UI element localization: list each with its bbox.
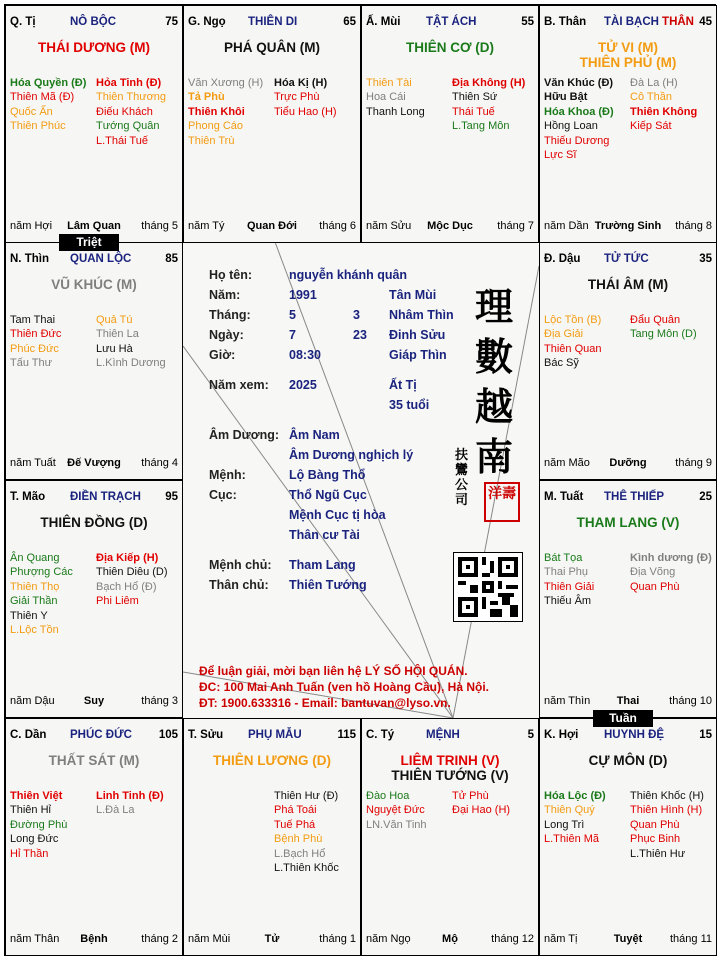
minor-star: Thiên Thọ xyxy=(10,580,60,593)
palace-month: tháng 12 xyxy=(491,933,534,945)
palace-month: tháng 11 xyxy=(669,933,712,945)
palace-footer xyxy=(544,695,712,709)
red-seal: 洋壽 xyxy=(484,482,520,522)
birth-day-solar: 7 xyxy=(289,328,296,342)
minor-star: Thiên La xyxy=(96,328,139,341)
calligraphy-char-3: 越 xyxy=(475,384,514,429)
palace-year: năm Tuất xyxy=(10,457,56,469)
palace-mao[interactable] xyxy=(5,480,183,718)
menh-chu-label: Mệnh chủ: xyxy=(209,558,272,572)
minor-star: Thiên Sứ xyxy=(452,91,498,104)
life-stage: Tuyệt xyxy=(613,933,643,945)
palace-number: 15 xyxy=(699,729,712,741)
amduong-note: Âm Dương nghịch lý xyxy=(289,448,414,462)
minor-star: Đào Hoa xyxy=(366,790,410,802)
minor-stars-right xyxy=(630,551,712,594)
palace-header xyxy=(10,253,178,267)
birth-year: 1991 xyxy=(289,288,317,302)
palace-position: C. Tý xyxy=(366,729,395,741)
palace-dau[interactable] xyxy=(539,242,717,480)
hour-label: Giờ: xyxy=(209,348,236,362)
palace-header xyxy=(10,729,178,743)
main-star: THIÊN LƯƠNG (D) xyxy=(213,753,331,768)
minor-star: Thiên Y xyxy=(10,609,48,622)
birth-year-canchi: Tân Mùi xyxy=(389,288,437,302)
birth-hour: 08:30 xyxy=(289,348,321,362)
palace-month: tháng 4 xyxy=(141,457,178,469)
palace-footer xyxy=(10,933,178,947)
palace-year: năm Hợi xyxy=(10,220,53,232)
palace-header xyxy=(366,729,534,743)
minor-stars-right xyxy=(630,76,697,134)
palace-name: THÊ THIẾP xyxy=(604,491,665,503)
minor-star: Kiếp Sát xyxy=(630,120,672,133)
minor-stars-left xyxy=(10,789,67,861)
minor-stars-left xyxy=(544,76,614,162)
minor-star: Văn Xương (H) xyxy=(188,77,264,89)
minor-star: Thiên Khốc (H) xyxy=(630,790,704,802)
minor-star: Tam Thai xyxy=(10,314,56,326)
minor-stars-left xyxy=(544,313,601,371)
minor-stars-left xyxy=(366,76,425,119)
minor-star: Long Trì xyxy=(544,818,585,831)
palace-footer xyxy=(188,220,356,234)
palace-name: QUAN LỘC xyxy=(70,253,132,265)
palace-position: Q. Tị xyxy=(10,16,36,28)
minor-star: Hồng Loan xyxy=(544,120,598,133)
minor-star: L.Thái Tuế xyxy=(96,134,148,147)
minor-star: Đường Phù xyxy=(10,818,68,831)
main-star: LIÊM TRINH (V) xyxy=(400,753,500,768)
palace-footer xyxy=(544,933,712,947)
minor-star: Hóa Quyền (Đ) xyxy=(10,77,87,89)
minor-star: Tả Phù xyxy=(188,91,225,104)
month-label: Tháng: xyxy=(209,308,251,322)
minor-star: Thiên Quan xyxy=(544,342,602,355)
palace-number: 115 xyxy=(337,729,356,741)
minor-star: L.Lộc Tồn xyxy=(10,624,59,637)
palace-footer xyxy=(366,220,534,234)
minor-star: Điếu Khách xyxy=(96,105,153,118)
contact-phone-email[interactable]: ĐT: 1900.633316 - Email: bantuvan@lyso.vn. xyxy=(199,696,451,710)
palace-header xyxy=(188,729,356,743)
calligraphy-char-4: 南 xyxy=(475,434,514,479)
birth-month-canchi: Nhâm Thìn xyxy=(389,308,454,322)
palace-dan[interactable] xyxy=(5,718,183,956)
minor-star: Thiên Việt xyxy=(10,790,63,802)
cuc-relation: Mệnh Cục tị hòa xyxy=(289,508,386,522)
palace-position: K. Hợi xyxy=(544,729,579,741)
cuc: Thổ Ngũ Cục xyxy=(289,488,367,502)
minor-star: Thiên Hư (Đ) xyxy=(274,790,339,802)
birth-hour-canchi: Giáp Thìn xyxy=(389,348,447,362)
minor-star: Giải Thần xyxy=(10,595,58,608)
minor-star: Trực Phù xyxy=(274,91,320,104)
minor-star: Văn Khúc (Đ) xyxy=(544,77,614,89)
minor-star: Địa Không (H) xyxy=(452,77,526,89)
birth-day-lunar: 23 xyxy=(353,328,367,342)
minor-star: Bạch Hổ (Đ) xyxy=(96,580,157,593)
main-star: CỰ MÔN (D) xyxy=(588,753,668,768)
life-stage: Mộc Dục xyxy=(427,220,473,232)
palace-footer xyxy=(10,457,178,471)
minor-star: Hữu Bật xyxy=(544,91,588,104)
day-label: Ngày: xyxy=(209,328,244,342)
minor-star: Lộc Tồn (B) xyxy=(544,314,602,326)
amduong-label: Âm Dương: xyxy=(209,428,280,442)
palace-name: PHÚC ĐỨC xyxy=(70,729,132,741)
minor-star: Tiểu Hao (H) xyxy=(274,105,337,118)
minor-stars-right xyxy=(630,313,697,342)
palace-ty2[interactable] xyxy=(361,718,539,956)
palace-header xyxy=(544,253,712,267)
main-star: THÁI DƯƠNG (M) xyxy=(38,40,150,55)
palace-name: TẬT ÁCH xyxy=(426,16,477,28)
palace-year: năm Thân xyxy=(10,933,60,945)
minor-stars-right xyxy=(96,551,168,609)
palace-header xyxy=(544,16,712,30)
minor-stars-right xyxy=(96,313,166,371)
year-label: Năm: xyxy=(209,288,241,302)
minor-star: Phục Binh xyxy=(630,833,681,846)
minor-star: Tuế Phá xyxy=(274,818,316,831)
minor-star: L.Đà La xyxy=(96,804,135,817)
view-year-canchi: Ất Tị xyxy=(389,378,417,392)
minor-star: Tướng Quân xyxy=(96,120,160,133)
main-star: THIÊN ĐỒNG (D) xyxy=(40,515,148,530)
life-stage: Thai xyxy=(616,695,640,707)
minor-star: Đại Hao (H) xyxy=(452,804,511,817)
minor-star: Bát Tọa xyxy=(544,552,583,564)
minor-stars-left xyxy=(10,313,61,371)
minor-star: L.Tang Môn xyxy=(452,120,510,133)
palace-name: TÀI BẠCH xyxy=(604,16,659,28)
minor-star: Phong Cáo xyxy=(188,120,244,133)
life-stage: Lâm Quan xyxy=(67,220,121,232)
life-stage: Đế Vượng xyxy=(67,457,121,469)
main-star: THAM LANG (V) xyxy=(576,515,680,530)
minor-star: Thiên Phúc xyxy=(10,120,66,133)
minor-star: Thiên Tài xyxy=(366,77,412,89)
minor-star: Hóa Lộc (Đ) xyxy=(544,790,606,802)
name-label: Họ tên: xyxy=(209,268,253,282)
minor-star: Thái Tuế xyxy=(452,105,495,118)
palace-name: PHỤ MẪU xyxy=(248,729,302,741)
palace-number: 35 xyxy=(699,253,712,265)
minor-stars-right xyxy=(96,789,164,818)
palace-suu[interactable] xyxy=(183,718,361,956)
main-star: THIÊN CƠ (D) xyxy=(405,40,494,55)
palace-position: T. Mão xyxy=(10,491,46,503)
minor-star: Thiên Diêu (D) xyxy=(96,566,168,579)
minor-stars-right xyxy=(452,789,510,818)
main-star: THIÊN PHỦ (M) xyxy=(579,55,677,70)
palace-month: tháng 3 xyxy=(141,695,178,707)
menh-chu: Tham Lang xyxy=(289,558,356,572)
minor-star: Thiếu Âm xyxy=(544,595,592,608)
palace-position: C. Dần xyxy=(10,729,47,741)
palace-number: 85 xyxy=(165,253,178,265)
main-star: PHÁ QUÂN (M) xyxy=(224,40,320,55)
minor-star: Thiên Trù xyxy=(188,134,235,147)
minor-star: Đà La (H) xyxy=(630,77,678,89)
qr-code[interactable] xyxy=(453,552,523,622)
chart-center xyxy=(183,242,539,718)
palace-year: năm Ngọ xyxy=(366,933,411,945)
minor-star: Thiên Không xyxy=(630,105,698,118)
calligraphy-side-text: 扶鸞公司 xyxy=(455,448,469,508)
main-star: VŨ KHÚC (M) xyxy=(51,277,137,292)
view-year: 2025 xyxy=(289,378,317,392)
minor-star: Thiên Giải xyxy=(544,580,595,593)
palace-month: tháng 10 xyxy=(669,695,712,707)
minor-star: Phá Toái xyxy=(274,804,317,817)
age: 35 tuổi xyxy=(389,398,430,412)
minor-star: L.Thiên Mã xyxy=(544,833,600,846)
palace-ty[interactable] xyxy=(5,5,183,243)
palace-hoi[interactable] xyxy=(539,718,717,956)
palace-month: tháng 9 xyxy=(675,457,712,469)
calligraphy-char-2: 數 xyxy=(475,334,514,379)
minor-star: Thiếu Dương xyxy=(544,134,610,147)
palace-number: 45 xyxy=(699,16,712,28)
palace-number: 25 xyxy=(699,491,712,503)
minor-stars-left xyxy=(544,551,594,609)
palace-month: tháng 1 xyxy=(319,933,356,945)
minor-star: Hoa Cái xyxy=(366,91,406,104)
palace-position: M. Tuất xyxy=(544,491,584,503)
minor-star: Quốc Ấn xyxy=(10,105,53,118)
palace-header xyxy=(188,16,356,30)
minor-star: Thanh Long xyxy=(366,105,425,118)
view-year-label: Năm xem: xyxy=(209,378,269,392)
minor-star: Lực Sĩ xyxy=(544,149,577,162)
main-star: THẤT SÁT (M) xyxy=(48,753,140,768)
palace-thin[interactable] xyxy=(5,242,183,480)
palace-name: NÔ BỘC xyxy=(70,16,116,28)
main-star: THÁI ÂM (M) xyxy=(587,277,669,292)
palace-year: năm Mùi xyxy=(188,933,231,945)
minor-stars-right xyxy=(452,76,525,134)
tuvi-chart xyxy=(4,4,716,956)
palace-position: Ấ. Mùi xyxy=(366,16,401,28)
minor-star: Hóa Kị (H) xyxy=(274,77,328,89)
palace-footer xyxy=(544,457,712,471)
minor-star: Bác Sỹ xyxy=(544,357,579,370)
palace-month: tháng 7 xyxy=(497,220,534,232)
palace-year: năm Tị xyxy=(544,933,578,945)
palace-number: 55 xyxy=(521,16,534,28)
palace-header xyxy=(10,491,178,505)
palace-year: năm Dậu xyxy=(10,695,55,707)
palace-number: 5 xyxy=(527,729,534,741)
minor-star: Thiên Khôi xyxy=(188,105,245,118)
cuc-label: Cục: xyxy=(209,488,237,502)
calligraphy-char-1: 理 xyxy=(475,284,514,329)
minor-star: Thiên Quý xyxy=(544,804,595,817)
minor-stars-right xyxy=(96,76,166,148)
life-stage: Suy xyxy=(83,695,105,707)
minor-stars-left xyxy=(366,789,427,832)
minor-star: Lưu Hà xyxy=(96,342,133,355)
palace-month: tháng 6 xyxy=(319,220,356,232)
palace-year: năm Thìn xyxy=(544,695,591,707)
life-stage: Quan Đới xyxy=(247,220,297,232)
minor-star: Quan Phù xyxy=(630,818,680,831)
birth-month-lunar: 3 xyxy=(353,308,360,322)
palace-name: HUYNH ĐỆ xyxy=(604,729,665,741)
than-chu-label: Thân chủ: xyxy=(209,578,269,592)
tuan-marker: Tuần xyxy=(593,710,653,727)
than-chu: Thiên Tướng xyxy=(289,578,367,592)
palace-year: năm Mão xyxy=(544,457,590,469)
palace-position: G. Ngọ xyxy=(188,16,226,28)
palace-month: tháng 2 xyxy=(141,933,178,945)
minor-star: L.Thiên Khốc xyxy=(274,862,339,875)
minor-star: Thiên Mã (Đ) xyxy=(10,91,75,104)
palace-name: MỆNH xyxy=(426,729,460,741)
minor-star: Nguyệt Đức xyxy=(366,804,425,817)
palace-header xyxy=(544,491,712,505)
minor-star: Tấu Thư xyxy=(10,357,53,370)
palace-position: Đ. Dậu xyxy=(544,253,581,265)
minor-star: Quan Phù xyxy=(630,580,680,593)
palace-position: B. Thân xyxy=(544,16,587,28)
minor-star: Địa Võng xyxy=(630,566,676,579)
palace-header xyxy=(544,729,712,743)
life-stage: Dưỡng xyxy=(609,457,647,469)
minor-star: Kình dương (Đ) xyxy=(630,552,712,564)
menh: Lộ Bàng Thổ xyxy=(289,468,366,482)
palace-footer xyxy=(188,933,356,947)
minor-stars-left xyxy=(544,789,606,847)
main-star: THIÊN TƯỚNG (V) xyxy=(391,768,509,783)
palace-position: N. Thìn xyxy=(10,253,49,265)
palace-year: năm Sửu xyxy=(366,220,412,232)
minor-star: Thai Phụ xyxy=(544,566,589,579)
minor-star: L.Bạch Hổ xyxy=(274,847,326,860)
minor-stars-left xyxy=(10,76,86,134)
minor-star: Tử Phù xyxy=(452,790,489,802)
birth-day-canchi: Đinh Sửu xyxy=(389,328,446,342)
palace-header xyxy=(10,16,178,30)
palace-month: tháng 8 xyxy=(675,220,712,232)
minor-star: Tang Môn (D) xyxy=(630,328,697,341)
contact-address: ĐC: 100 Mai Anh Tuấn (ven hồ Hoàng Cầu), Hà Nội. xyxy=(199,680,490,694)
palace-month: tháng 5 xyxy=(141,220,178,232)
life-stage: Trường Sinh xyxy=(594,220,662,232)
palace-number: 65 xyxy=(343,16,356,28)
minor-star: Thiên Đức xyxy=(10,328,62,341)
minor-stars-left xyxy=(188,76,263,148)
minor-stars-left xyxy=(10,551,73,637)
contact-line-1: Để luận giải, mời bạn liên hệ LÝ SỐ HỘI QUÁN. xyxy=(199,664,468,678)
palace-mui[interactable] xyxy=(361,5,539,243)
palace-footer xyxy=(544,220,712,234)
triet-marker: Triệt xyxy=(59,234,119,251)
minor-star: Thiên Hỉ xyxy=(10,804,51,817)
palace-number: 105 xyxy=(158,729,178,741)
minor-star: Địa Giải xyxy=(544,328,584,341)
minor-star: LN.Văn Tinh xyxy=(366,818,427,831)
palace-tuat[interactable] xyxy=(539,480,717,718)
minor-stars-right xyxy=(274,789,339,875)
palace-year: năm Tý xyxy=(188,220,225,232)
birth-month-solar: 5 xyxy=(289,308,296,322)
palace-footer xyxy=(10,220,178,234)
minor-star: Phúc Đức xyxy=(10,342,59,355)
minor-star: Thiên Hình (H) xyxy=(630,804,703,817)
minor-star: Hỉ Thần xyxy=(10,847,49,860)
minor-star: Phượng Các xyxy=(10,566,73,579)
minor-star: Long Đức xyxy=(10,833,59,846)
minor-star: L.Thiên Hư xyxy=(630,847,686,860)
palace-ngo[interactable] xyxy=(183,5,361,243)
minor-star: Hỏa Tinh (Đ) xyxy=(96,77,162,89)
minor-star: Thiên Thương xyxy=(96,91,167,104)
than-marker: THÂN xyxy=(662,16,694,28)
minor-star: L.Kình Dương xyxy=(96,357,166,370)
life-stage: Mộ xyxy=(442,933,458,945)
minor-star: Đẩu Quân xyxy=(630,314,681,326)
palace-number: 75 xyxy=(165,16,178,28)
palace-name: ĐIỀN TRẠCH xyxy=(70,491,141,503)
minor-stars-right xyxy=(630,789,704,861)
than-position: Thân cư Tài xyxy=(289,528,360,542)
minor-star: Quả Tú xyxy=(96,314,133,326)
minor-star: Hóa Khoa (Đ) xyxy=(544,105,614,118)
minor-star: Địa Kiếp (H) xyxy=(96,552,159,564)
person-name: nguyễn khánh quân xyxy=(289,268,408,282)
life-stage: Tử xyxy=(264,933,280,945)
minor-star: Bệnh Phù xyxy=(274,833,323,846)
amduong: Âm Nam xyxy=(289,428,340,442)
main-star: TỬ VI (M) xyxy=(598,40,658,55)
palace-footer xyxy=(366,933,534,947)
minor-star: Cô Thần xyxy=(630,91,672,104)
minor-star: Ân Quang xyxy=(10,552,60,564)
palace-footer xyxy=(10,695,178,709)
palace-header xyxy=(366,16,534,30)
palace-number: 95 xyxy=(165,491,178,503)
minor-star: Phi Liêm xyxy=(96,595,139,608)
palace-name: TỬ TỨC xyxy=(604,253,649,265)
minor-stars-right xyxy=(274,76,337,119)
minor-star: Linh Tinh (Đ) xyxy=(96,790,164,802)
palace-year: năm Dần xyxy=(544,220,589,232)
palace-name: THIÊN DI xyxy=(248,16,298,28)
menh-label: Mệnh: xyxy=(209,468,246,482)
life-stage: Bệnh xyxy=(80,933,108,945)
palace-position: T. Sửu xyxy=(188,729,224,741)
palace-than[interactable] xyxy=(539,5,717,243)
